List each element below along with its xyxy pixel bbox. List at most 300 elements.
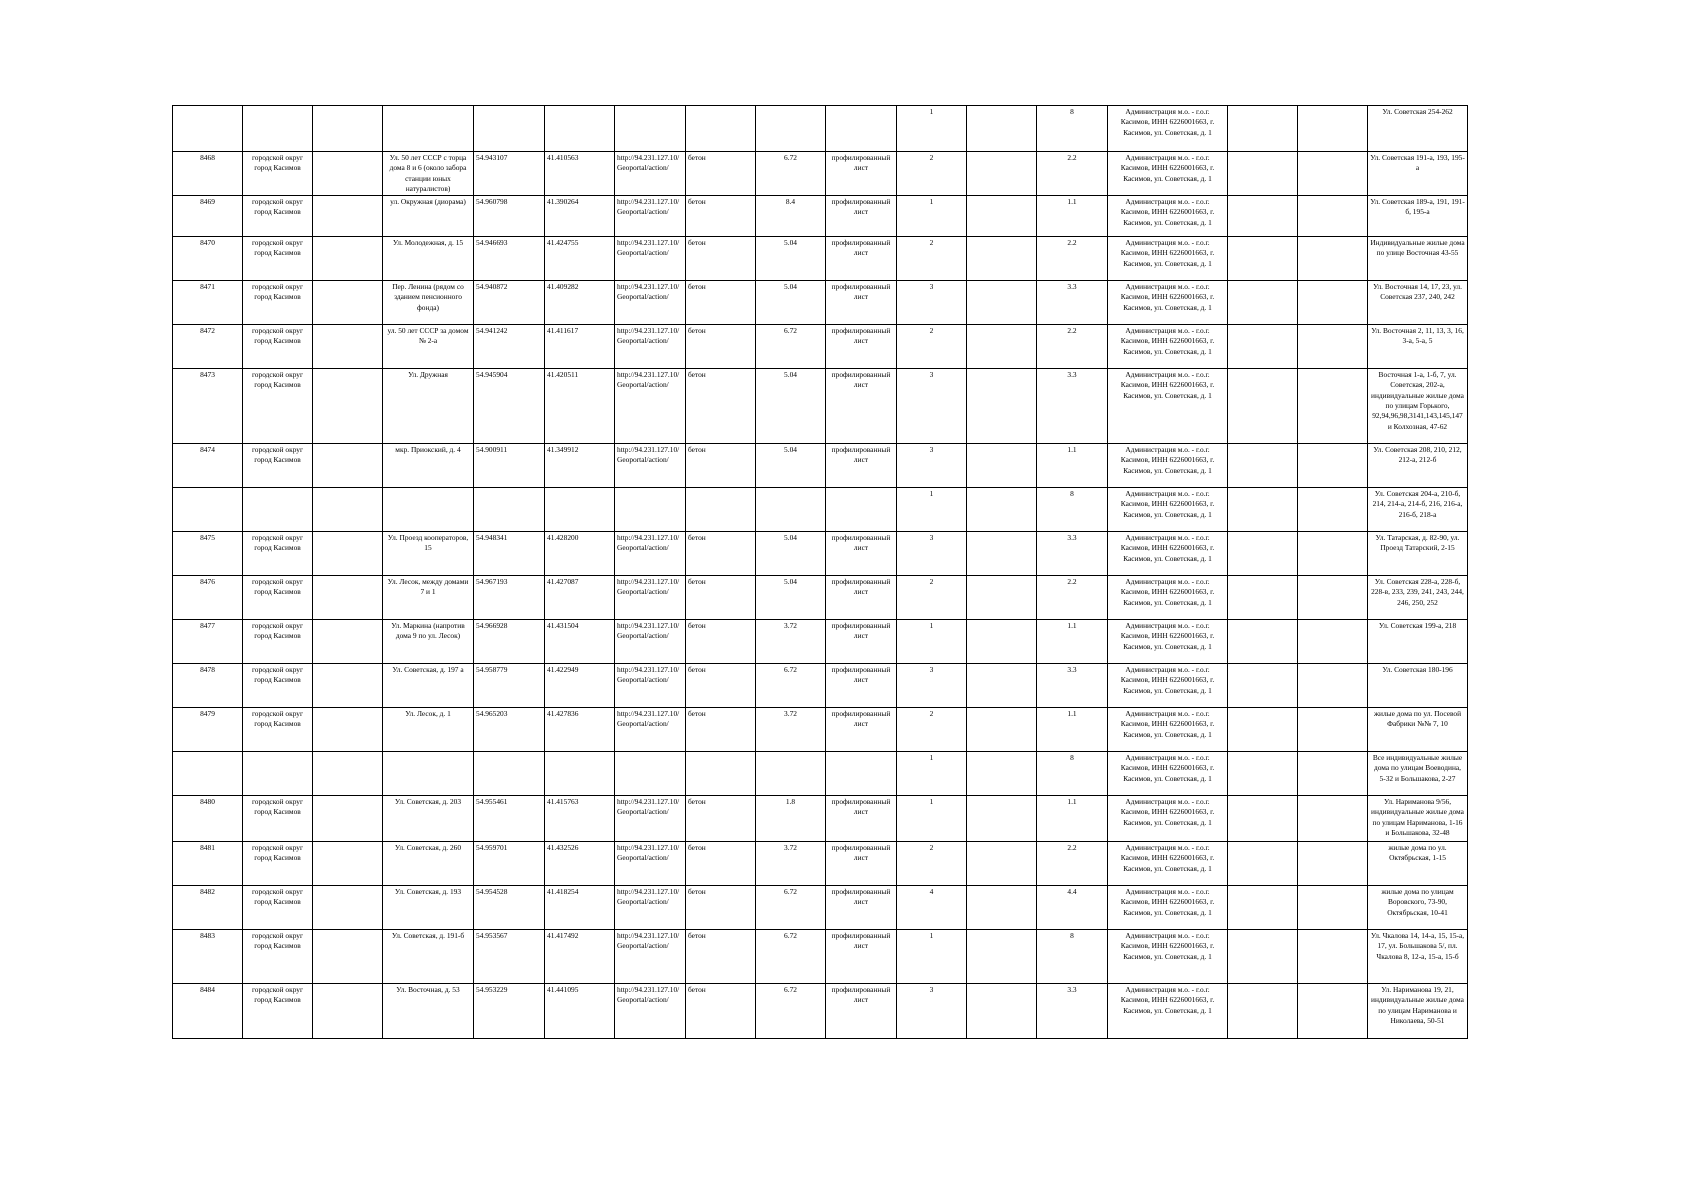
cell-latitude: 54.945904	[474, 369, 545, 444]
cell-address: Ул. Проезд кооператоров, 15	[383, 532, 474, 576]
cell-empty	[967, 325, 1037, 369]
table-row	[173, 106, 1468, 152]
cell-owner: Администрация м.о. - г.о.г. Касимов, ИНН 6226001663, г. Касимов, ул. Советская, д. 1	[1108, 237, 1228, 281]
cell-number: 8472	[173, 325, 243, 369]
cell-map-link[interactable]: http://94.231.127.10/Geoportal/action/	[615, 620, 686, 664]
cell-map-link[interactable]: http://94.231.127.10/Geoportal/action/	[615, 532, 686, 576]
cell-served-objects: Ул. Советская 180-196	[1368, 664, 1468, 708]
cell-container-volume: 3.3	[1037, 369, 1108, 444]
cell-container-volume: 3.3	[1037, 984, 1108, 1039]
cell-empty	[1228, 620, 1298, 664]
cell-empty	[1298, 281, 1368, 325]
cell-base-material: бетон	[686, 984, 756, 1039]
table-row	[173, 796, 1468, 842]
cell-municipality: городской округ город Касимов	[243, 664, 313, 708]
cell-latitude: 54.959701	[474, 842, 545, 886]
cell-served-objects: Ул. Советская 208, 210, 212, 212-а, 212-б	[1368, 444, 1468, 488]
cell-longitude	[545, 752, 615, 796]
cell-served-objects: Ул. Советская 189-а, 191, 191-б, 195-а	[1368, 196, 1468, 237]
cell-served-objects: Все индивидуальные жилые дома по улицам Воеводина, 5-32 и Большакова, 2-27	[1368, 752, 1468, 796]
cell-container-count: 2	[897, 576, 967, 620]
cell-empty	[1228, 106, 1298, 152]
table-row	[173, 708, 1468, 752]
cell-number: 8478	[173, 664, 243, 708]
cell-longitude: 41.441095	[545, 984, 615, 1039]
cell-area-size	[756, 106, 826, 152]
cell-number: 8483	[173, 930, 243, 984]
cell-owner: Администрация м.о. - г.о.г. Касимов, ИНН 6226001663, г. Касимов, ул. Советская, д. 1	[1108, 325, 1228, 369]
cell-map-link[interactable]	[615, 488, 686, 532]
cell-empty	[1228, 984, 1298, 1039]
cell-municipality: городской округ город Касимов	[243, 152, 313, 196]
cell-map-link[interactable]: http://94.231.127.10/Geoportal/action/	[615, 664, 686, 708]
cell-area-size	[756, 488, 826, 532]
cell-longitude: 41.418254	[545, 886, 615, 930]
cell-municipality: городской округ город Касимов	[243, 984, 313, 1039]
cell-empty	[1298, 620, 1368, 664]
cell-number: 8470	[173, 237, 243, 281]
cell-base-material: бетон	[686, 620, 756, 664]
cell-container-count: 1	[897, 106, 967, 152]
cell-empty	[1228, 708, 1298, 752]
cell-latitude: 54.967193	[474, 576, 545, 620]
cell-empty	[967, 842, 1037, 886]
cell-empty	[313, 532, 383, 576]
cell-empty	[1228, 196, 1298, 237]
table-row	[173, 532, 1468, 576]
cell-base-material: бетон	[686, 796, 756, 842]
cell-empty	[1228, 281, 1298, 325]
cell-empty	[967, 281, 1037, 325]
cell-empty	[313, 620, 383, 664]
cell-map-link[interactable]: http://94.231.127.10/Geoportal/action/	[615, 708, 686, 752]
cell-empty	[1298, 842, 1368, 886]
cell-fence-type	[826, 752, 897, 796]
cell-number: 8474	[173, 444, 243, 488]
cell-container-count: 3	[897, 532, 967, 576]
cell-base-material: бетон	[686, 886, 756, 930]
cell-municipality: городской округ город Касимов	[243, 620, 313, 664]
cell-map-link[interactable]	[615, 752, 686, 796]
cell-empty	[313, 444, 383, 488]
cell-address: Ул. Восточная, д. 53	[383, 984, 474, 1039]
cell-owner: Администрация м.о. - г.о.г. Касимов, ИНН 6226001663, г. Касимов, ул. Советская, д. 1	[1108, 532, 1228, 576]
cell-map-link[interactable]: http://94.231.127.10/Geoportal/action/	[615, 842, 686, 886]
cell-empty	[1298, 576, 1368, 620]
cell-owner: Администрация м.о. - г.о.г. Касимов, ИНН 6226001663, г. Касимов, ул. Советская, д. 1	[1108, 708, 1228, 752]
cell-container-volume: 4.4	[1037, 886, 1108, 930]
cell-fence-type	[826, 488, 897, 532]
cell-empty	[1298, 106, 1368, 152]
cell-latitude: 54.953567	[474, 930, 545, 984]
cell-empty	[967, 532, 1037, 576]
cell-empty	[1298, 152, 1368, 196]
cell-area-size: 6.72	[756, 152, 826, 196]
cell-container-count: 1	[897, 196, 967, 237]
cell-area-size: 6.72	[756, 325, 826, 369]
table-row	[173, 237, 1468, 281]
cell-number: 8482	[173, 886, 243, 930]
cell-empty	[1228, 237, 1298, 281]
cell-empty	[967, 106, 1037, 152]
cell-municipality: городской округ город Касимов	[243, 196, 313, 237]
cell-empty	[313, 708, 383, 752]
cell-empty	[1298, 325, 1368, 369]
cell-empty	[1298, 369, 1368, 444]
cell-container-count: 3	[897, 444, 967, 488]
table-row	[173, 444, 1468, 488]
cell-longitude: 41.428200	[545, 532, 615, 576]
cell-map-link[interactable]: http://94.231.127.10/Geoportal/action/	[615, 984, 686, 1039]
cell-fence-type: профилированный лист	[826, 237, 897, 281]
cell-empty	[1298, 196, 1368, 237]
table-row	[173, 842, 1468, 886]
table-row	[173, 369, 1468, 444]
cell-fence-type: профилированный лист	[826, 152, 897, 196]
cell-served-objects: Ул. Нариманова 19, 21, индивидуальные жилые дома по улицам Нариманова и Николаева, 50-51	[1368, 984, 1468, 1039]
cell-empty	[313, 325, 383, 369]
cell-owner: Администрация м.о. - г.о.г. Касимов, ИНН 6226001663, г. Касимов, ул. Советская, д. 1	[1108, 196, 1228, 237]
cell-empty	[1228, 532, 1298, 576]
cell-container-count: 2	[897, 152, 967, 196]
cell-area-size: 8.4	[756, 196, 826, 237]
cell-fence-type: профилированный лист	[826, 842, 897, 886]
cell-fence-type: профилированный лист	[826, 576, 897, 620]
cell-fence-type: профилированный лист	[826, 196, 897, 237]
cell-area-size: 6.72	[756, 984, 826, 1039]
cell-longitude: 41.431504	[545, 620, 615, 664]
cell-number: 8468	[173, 152, 243, 196]
cell-empty	[1298, 444, 1368, 488]
cell-empty	[313, 752, 383, 796]
table-row	[173, 930, 1468, 984]
cell-fence-type	[826, 106, 897, 152]
cell-base-material: бетон	[686, 708, 756, 752]
cell-empty	[1228, 930, 1298, 984]
cell-area-size: 5.04	[756, 237, 826, 281]
cell-number: 8484	[173, 984, 243, 1039]
cell-served-objects: Ул. Советская 204-а, 210-б, 214, 214-а, 214-б, 216, 216-а, 216-б, 218-а	[1368, 488, 1468, 532]
cell-number: 8479	[173, 708, 243, 752]
cell-container-count: 3	[897, 664, 967, 708]
cell-municipality	[243, 106, 313, 152]
cell-longitude: 41.409282	[545, 281, 615, 325]
cell-fence-type: профилированный лист	[826, 886, 897, 930]
table-row	[173, 488, 1468, 532]
cell-empty	[1228, 886, 1298, 930]
cell-longitude: 41.420511	[545, 369, 615, 444]
table-row	[173, 281, 1468, 325]
cell-container-volume: 2.2	[1037, 237, 1108, 281]
cell-longitude: 41.417492	[545, 930, 615, 984]
cell-base-material	[686, 106, 756, 152]
cell-longitude	[545, 488, 615, 532]
cell-longitude: 41.390264	[545, 196, 615, 237]
cell-latitude: 54.960798	[474, 196, 545, 237]
cell-empty	[313, 930, 383, 984]
cell-base-material: бетон	[686, 237, 756, 281]
cell-number: 8473	[173, 369, 243, 444]
cell-base-material: бетон	[686, 930, 756, 984]
cell-address: Ул. Маркина (напротив дома 9 по ул. Лесок)	[383, 620, 474, 664]
cell-municipality: городской округ город Касимов	[243, 369, 313, 444]
cell-owner: Администрация м.о. - г.о.г. Касимов, ИНН 6226001663, г. Касимов, ул. Советская, д. 1	[1108, 620, 1228, 664]
cell-address: Ул. Лесок, между домами 7 и 1	[383, 576, 474, 620]
cell-latitude: 54.958779	[474, 664, 545, 708]
cell-municipality: городской округ город Касимов	[243, 576, 313, 620]
cell-container-count: 1	[897, 930, 967, 984]
cell-empty	[967, 196, 1037, 237]
cell-served-objects: Ул. Восточная 2, 11, 13, 3, 16, 3-а, 5-а, 5	[1368, 325, 1468, 369]
cell-empty	[1298, 532, 1368, 576]
cell-latitude: 54.940872	[474, 281, 545, 325]
cell-longitude: 41.422949	[545, 664, 615, 708]
cell-empty	[967, 664, 1037, 708]
cell-area-size: 5.04	[756, 281, 826, 325]
cell-map-link[interactable]	[615, 106, 686, 152]
cell-address: Ул. Дружная	[383, 369, 474, 444]
cell-empty	[313, 664, 383, 708]
cell-address: Ул. Советская, д. 203	[383, 796, 474, 842]
cell-owner: Администрация м.о. - г.о.г. Касимов, ИНН 6226001663, г. Касимов, ул. Советская, д. 1	[1108, 281, 1228, 325]
cell-container-count: 3	[897, 984, 967, 1039]
cell-latitude: 54.900911	[474, 444, 545, 488]
cell-number	[173, 106, 243, 152]
cell-served-objects: Индивидуальные жилые дома по улице Восточная 43-55	[1368, 237, 1468, 281]
cell-number	[173, 488, 243, 532]
cell-container-count: 2	[897, 237, 967, 281]
table-row	[173, 325, 1468, 369]
cell-latitude: 54.954528	[474, 886, 545, 930]
cell-address	[383, 488, 474, 532]
cell-empty	[967, 237, 1037, 281]
cell-empty	[967, 488, 1037, 532]
cell-municipality: городской округ город Касимов	[243, 796, 313, 842]
cell-empty	[1228, 752, 1298, 796]
cell-empty	[1298, 237, 1368, 281]
cell-served-objects: Ул. Татарская, д. 82-90, ул. Проезд Татарский, 2-15	[1368, 532, 1468, 576]
cell-empty	[313, 488, 383, 532]
cell-municipality: городской округ город Касимов	[243, 708, 313, 752]
cell-map-link[interactable]: http://94.231.127.10/Geoportal/action/	[615, 325, 686, 369]
cell-empty	[313, 886, 383, 930]
cell-latitude: 54.953229	[474, 984, 545, 1039]
cell-base-material: бетон	[686, 842, 756, 886]
cell-address: мкр. Приокский, д. 4	[383, 444, 474, 488]
cell-area-size: 6.72	[756, 886, 826, 930]
cell-owner: Администрация м.о. - г.о.г. Касимов, ИНН 6226001663, г. Касимов, ул. Советская, д. 1	[1108, 984, 1228, 1039]
cell-map-link[interactable]: http://94.231.127.10/Geoportal/action/	[615, 576, 686, 620]
cell-map-link[interactable]: http://94.231.127.10/Geoportal/action/	[615, 796, 686, 842]
cell-municipality: городской округ город Касимов	[243, 237, 313, 281]
cell-container-count: 1	[897, 796, 967, 842]
cell-map-link[interactable]: http://94.231.127.10/Geoportal/action/	[615, 369, 686, 444]
cell-longitude: 41.415763	[545, 796, 615, 842]
cell-container-volume: 2.2	[1037, 325, 1108, 369]
cell-fence-type: профилированный лист	[826, 930, 897, 984]
cell-base-material: бетон	[686, 532, 756, 576]
cell-served-objects: Ул. Чкалова 14, 14-а, 15, 15-а, 17, ул. Большакова 5/, пл. Чкалова 8, 12-а, 15-а, 15-б	[1368, 930, 1468, 984]
cell-empty	[313, 152, 383, 196]
cell-address: ул. 50 лет СССР за домом № 2-а	[383, 325, 474, 369]
table-row	[173, 752, 1468, 796]
cell-empty	[313, 842, 383, 886]
cell-base-material: бетон	[686, 444, 756, 488]
table-row	[173, 620, 1468, 664]
cell-empty	[1298, 708, 1368, 752]
cell-fence-type: профилированный лист	[826, 984, 897, 1039]
cell-empty	[967, 984, 1037, 1039]
cell-base-material: бетон	[686, 369, 756, 444]
cell-area-size: 5.04	[756, 369, 826, 444]
cell-container-count: 1	[897, 620, 967, 664]
cell-fence-type: профилированный лист	[826, 796, 897, 842]
cell-address: Ул. Советская, д. 260	[383, 842, 474, 886]
cell-municipality	[243, 488, 313, 532]
cell-longitude: 41.427087	[545, 576, 615, 620]
cell-served-objects: жилые дома по ул. Посевой Фабрики №№ 7, 10	[1368, 708, 1468, 752]
cell-longitude: 41.424755	[545, 237, 615, 281]
cell-container-count: 2	[897, 325, 967, 369]
cell-address: Ул. Молодежная, д. 15	[383, 237, 474, 281]
cell-empty	[1228, 576, 1298, 620]
cell-container-volume: 1.1	[1037, 196, 1108, 237]
cell-base-material: бетон	[686, 281, 756, 325]
cell-empty	[967, 886, 1037, 930]
cell-served-objects: Ул. Советская 191-а, 193, 195-а	[1368, 152, 1468, 196]
cell-empty	[1298, 930, 1368, 984]
cell-served-objects: Ул. Нариманова 9/56, индивидуальные жилые дома по улицам Нариманова, 1-16 и Большакова, 32-48	[1368, 796, 1468, 842]
table-row	[173, 196, 1468, 237]
cell-latitude: 54.943107	[474, 152, 545, 196]
cell-container-count: 4	[897, 886, 967, 930]
cell-area-size: 6.72	[756, 664, 826, 708]
cell-address: Ул. 50 лет СССР с торца дома 8 и 6 (около забора станции юных натуралистов)	[383, 152, 474, 196]
cell-owner: Администрация м.о. - г.о.г. Касимов, ИНН 6226001663, г. Касимов, ул. Советская, д. 1	[1108, 842, 1228, 886]
cell-owner: Администрация м.о. - г.о.г. Касимов, ИНН 6226001663, г. Касимов, ул. Советская, д. 1	[1108, 369, 1228, 444]
cell-empty	[967, 369, 1037, 444]
table-row	[173, 576, 1468, 620]
cell-served-objects: жилые дома по улицам Воровского, 73-90, Октябрьская, 10-41	[1368, 886, 1468, 930]
cell-municipality: городской округ город Касимов	[243, 886, 313, 930]
cell-container-volume: 1.1	[1037, 708, 1108, 752]
cell-number: 8476	[173, 576, 243, 620]
cell-owner: Администрация м.о. - г.о.г. Касимов, ИНН 6226001663, г. Касимов, ул. Советская, д. 1	[1108, 444, 1228, 488]
cell-container-volume: 1.1	[1037, 796, 1108, 842]
cell-map-link[interactable]: http://94.231.127.10/Geoportal/action/	[615, 152, 686, 196]
cell-latitude: 54.948341	[474, 532, 545, 576]
cell-base-material: бетон	[686, 325, 756, 369]
cell-container-volume: 3.3	[1037, 532, 1108, 576]
cell-empty	[967, 576, 1037, 620]
cell-area-size: 5.04	[756, 576, 826, 620]
cell-number	[173, 752, 243, 796]
cell-address	[383, 752, 474, 796]
cell-container-count: 2	[897, 842, 967, 886]
cell-address: Ул. Советская, д. 193	[383, 886, 474, 930]
cell-base-material	[686, 752, 756, 796]
cell-empty	[313, 106, 383, 152]
cell-empty	[313, 281, 383, 325]
cell-empty	[1228, 444, 1298, 488]
cell-owner: Администрация м.о. - г.о.г. Касимов, ИНН 6226001663, г. Касимов, ул. Советская, д. 1	[1108, 152, 1228, 196]
cell-map-link[interactable]: http://94.231.127.10/Geoportal/action/	[615, 886, 686, 930]
cell-empty	[1298, 488, 1368, 532]
cell-number: 8475	[173, 532, 243, 576]
cell-empty	[967, 708, 1037, 752]
cell-area-size: 5.04	[756, 532, 826, 576]
cell-number: 8481	[173, 842, 243, 886]
cell-empty	[1298, 752, 1368, 796]
cell-owner: Администрация м.о. - г.о.г. Касимов, ИНН 6226001663, г. Касимов, ул. Советская, д. 1	[1108, 886, 1228, 930]
cell-map-link[interactable]: http://94.231.127.10/Geoportal/action/	[615, 237, 686, 281]
cell-fence-type: профилированный лист	[826, 369, 897, 444]
cell-owner: Администрация м.о. - г.о.г. Касимов, ИНН 6226001663, г. Касимов, ул. Советская, д. 1	[1108, 752, 1228, 796]
cell-empty	[313, 237, 383, 281]
cell-empty	[967, 620, 1037, 664]
cell-container-count: 1	[897, 752, 967, 796]
cell-owner: Администрация м.о. - г.о.г. Касимов, ИНН 6226001663, г. Касимов, ул. Советская, д. 1	[1108, 796, 1228, 842]
cell-address: Пер. Ленина (рядом со зданием пенсионного фонда)	[383, 281, 474, 325]
cell-area-size: 5.04	[756, 444, 826, 488]
cell-map-link[interactable]: http://94.231.127.10/Geoportal/action/	[615, 196, 686, 237]
cell-map-link[interactable]: http://94.231.127.10/Geoportal/action/	[615, 444, 686, 488]
cell-empty	[313, 796, 383, 842]
cell-owner: Администрация м.о. - г.о.г. Касимов, ИНН 6226001663, г. Касимов, ул. Советская, д. 1	[1108, 488, 1228, 532]
cell-owner: Администрация м.о. - г.о.г. Касимов, ИНН 6226001663, г. Касимов, ул. Советская, д. 1	[1108, 664, 1228, 708]
cell-container-volume: 1.1	[1037, 620, 1108, 664]
cell-fence-type: профилированный лист	[826, 664, 897, 708]
cell-municipality	[243, 752, 313, 796]
cell-latitude	[474, 488, 545, 532]
cell-container-volume: 8	[1037, 930, 1108, 984]
cell-address: Ул. Советская, д. 191-б	[383, 930, 474, 984]
cell-served-objects: Ул. Советская 254-262	[1368, 106, 1468, 152]
cell-empty	[967, 930, 1037, 984]
cell-map-link[interactable]: http://94.231.127.10/Geoportal/action/	[615, 281, 686, 325]
cell-empty	[1228, 325, 1298, 369]
cell-longitude: 41.427836	[545, 708, 615, 752]
cell-container-volume: 3.3	[1037, 664, 1108, 708]
cell-empty	[1298, 886, 1368, 930]
cell-latitude: 54.955461	[474, 796, 545, 842]
cell-longitude: 41.411617	[545, 325, 615, 369]
cell-base-material: бетон	[686, 152, 756, 196]
cell-base-material: бетон	[686, 576, 756, 620]
cell-owner: Администрация м.о. - г.о.г. Касимов, ИНН 6226001663, г. Касимов, ул. Советская, д. 1	[1108, 930, 1228, 984]
cell-longitude: 41.349912	[545, 444, 615, 488]
cell-number: 8477	[173, 620, 243, 664]
cell-container-count: 1	[897, 488, 967, 532]
cell-container-volume: 8	[1037, 752, 1108, 796]
table-row	[173, 886, 1468, 930]
cell-area-size: 1.8	[756, 796, 826, 842]
cell-container-volume: 8	[1037, 106, 1108, 152]
cell-served-objects: Восточная 1-а, 1-б, 7, ул. Советская, 202-а, индивидуальные жилые дома по улицам Горького, 92,94,96,98,3141,143,145,147 и Колхозная, 47-62	[1368, 369, 1468, 444]
cell-municipality: городской округ город Касимов	[243, 325, 313, 369]
table-row	[173, 984, 1468, 1039]
cell-address: ул. Окружная (диорама)	[383, 196, 474, 237]
cell-owner: Администрация м.о. - г.о.г. Касимов, ИНН 6226001663, г. Касимов, ул. Советская, д. 1	[1108, 106, 1228, 152]
cell-map-link[interactable]: http://94.231.127.10/Geoportal/action/	[615, 930, 686, 984]
cell-latitude	[474, 752, 545, 796]
cell-municipality: городской округ город Касимов	[243, 281, 313, 325]
cell-fence-type: профилированный лист	[826, 532, 897, 576]
cell-fence-type: профилированный лист	[826, 281, 897, 325]
cell-area-size: 3.72	[756, 620, 826, 664]
cell-latitude: 54.965203	[474, 708, 545, 752]
cell-latitude: 54.941242	[474, 325, 545, 369]
